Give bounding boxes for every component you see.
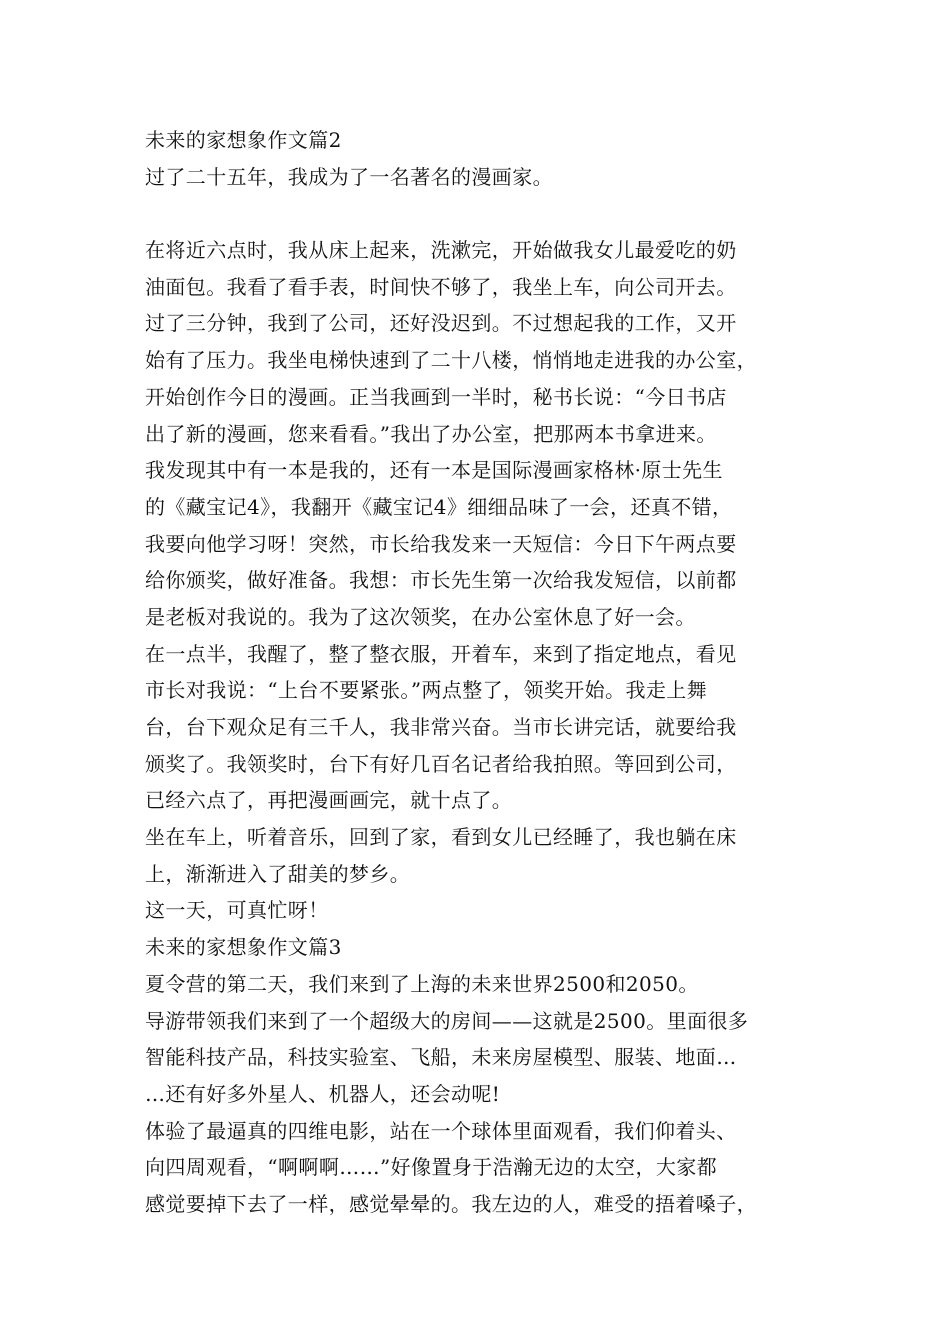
text-line: 夏令营的第二天，我们来到了上海的未来世界2500和2050。 xyxy=(145,971,699,996)
text-line: 我发现其中有一本是我的，还有一本是国际漫画家格林·原士先生 xyxy=(145,458,723,483)
text-line: 感觉要掉下去了一样，感觉晕晕的。我左边的人，难受的捂着嗓子， xyxy=(145,1191,757,1216)
essay-title: 未来的家想象作文篇3 xyxy=(145,935,342,960)
text-line: 向四周观看，“啊啊啊……”好像置身于浩瀚无边的太空，大家都 xyxy=(145,1155,718,1180)
text-line: 市长对我说：“上台不要紧张。”两点整了，领奖开始。我走上舞 xyxy=(145,678,708,703)
text-line: 的《藏宝记4》，我翻开《藏宝记4》细细品味了一会，还真不错， xyxy=(145,494,733,519)
text-line: 在一点半，我醒了，整了整衣服，开着车，来到了指定地点，看见 xyxy=(145,641,737,666)
text-line: 过了二十五年，我成为了一名著名的漫画家。 xyxy=(145,164,553,189)
text-line: 导游带领我们来到了一个超级大的房间——这就是2500。里面很多 xyxy=(145,1008,749,1033)
text-line: …还有好多外星人、机器人，还会动呢! xyxy=(145,1081,501,1106)
text-line: 我要向他学习呀！突然，市长给我发来一天短信：今日下午两点要 xyxy=(145,531,737,556)
text-line: 智能科技产品，科技实验室、飞船，未来房屋模型、服装、地面… xyxy=(145,1045,737,1070)
document-page xyxy=(145,122,845,1223)
text-line: 油面包。我看了看手表，时间快不够了，我坐上车，向公司开去。 xyxy=(145,274,737,299)
text-line: 出了新的漫画，您来看看。”我出了办公室，把那两本书拿进来。 xyxy=(145,421,717,446)
text-line: 开始创作今日的漫画。正当我画到一半时，秘书长说：“今日书店 xyxy=(145,384,727,409)
text-line: 是老板对我说的。我为了这次领奖，在办公室休息了好一会。 xyxy=(145,604,696,629)
text-line: 在将近六点时，我从床上起来，洗漱完，开始做我女儿最爱吃的奶 xyxy=(145,238,737,263)
text-line: 这一天，可真忙呀！ xyxy=(145,898,329,923)
text-line: 过了三分钟，我到了公司，还好没迟到。不过想起我的工作，又开 xyxy=(145,311,737,336)
text-line: 台，台下观众足有三千人，我非常兴奋。当市长讲完话，就要给我 xyxy=(145,715,737,739)
text-line: 给你颁奖，做好准备。我想：市长先生第一次给我发短信，以前都 xyxy=(145,568,737,593)
blank-line xyxy=(145,195,845,232)
text-line: 始有了压力。我坐电梯快速到了二十八楼，悄悄地走进我的办公室， xyxy=(145,348,757,373)
text-line: 已经六点了，再把漫画画完，就十点了。 xyxy=(145,788,513,813)
essay-title: 未来的家想象作文篇2 xyxy=(145,128,342,152)
text-line: 颁奖了。我领奖时，台下有好几百名记者给我拍照。等回到公司， xyxy=(145,751,737,776)
text-line: 坐在车上，听着音乐，回到了家，看到女儿已经睡了，我也躺在床 xyxy=(145,825,737,850)
text-line: 体验了最逼真的四维电影，站在一个球体里面观看，我们仰着头、 xyxy=(145,1118,737,1143)
text-line: 上，渐渐进入了甜美的梦乡。 xyxy=(145,861,411,886)
